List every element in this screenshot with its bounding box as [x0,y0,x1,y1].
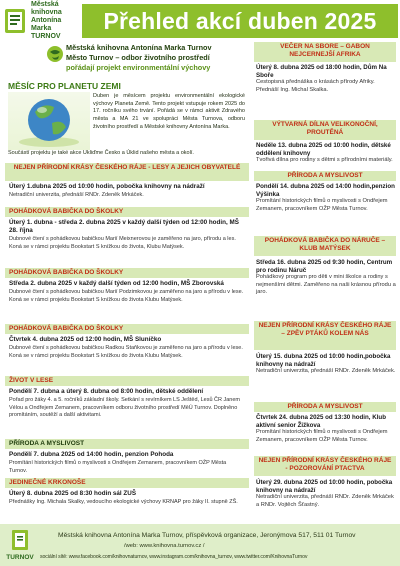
event-date: Úterý 8. dubna 2025 od 8:30 hodin sál ZUŠ [9,490,137,497]
event-description: Promítání historických filmů o myslivosti s Ondřejem Zemanem, pracovníkem OŽP Města Turnov. [256,198,388,212]
event-heading: JEDINEČNÉ KRKONOŠE [5,478,249,488]
page-title-banner [82,4,398,38]
event-date: Pondělí 7. dubna a úterý 8. dubna od 8:00 hodin, dětské oddělení [9,388,204,395]
event-date: Středa 2. dubna 2025 v každý další týden od 12:00 hodin, MŠ Zborovská [9,280,224,287]
footer [0,524,400,566]
event-right-7-text [256,479,396,509]
globe-icon [46,45,64,63]
event-date: Úterý 1. dubna - středa 2. dubna 2025 v každý další týden od 12:00 hodin, MŠ 28. října [9,219,239,234]
event-date: Úterý 15. dubna 2025 od 10:00 hodin,pobočka knihovny na nádraží [256,353,391,368]
event-left-1 [5,163,249,203]
event-description: Netradiční univerzita, přednáší RNDr. Zdeněk Mrkáček a RNDr. Vojtěch Šťastný. [256,494,394,508]
event-date: Neděle 13. dubna 2025 od 10:00 hodin, dětské oddělení knihovny [256,142,391,157]
event-date: Úterý 29. dubna 2025 od 10:00 hodin, pobočka knihovny na nádraží [256,479,393,494]
event-date: Pondělí 7. dubna 2025 od 14:00 hodin, penzion Pohoda [9,451,174,458]
event-description: Tvořivá dílna pro rodiny s dětmi s přírodními materiály. [256,157,393,164]
event-right-7-heading: NEJEN PŘÍRODNÍ KRÁSY ČESKÉHO RÁJE - POZOROVÁNÍ PTACTVA [254,456,396,476]
event-description: Dubnové čtení s pohádkovou babičkou Marií Meixnerovou je zaměřeno na jaro, přírodu a les. Koná se v rámci projektu Bookstart S knížkou do života, Klubu Matýsek. [9,236,236,250]
event-left-2 [5,207,249,259]
event-description: Promítání historických filmů o myslivosti s Ondřejem Zemanem, pracovníkem OŽP Města Turnov. [256,429,388,443]
event-description: Netradiční univerzita, přednáší RNDr. Zdeněk Mrkáček. [9,192,144,198]
footer-address: Městská knihovna Antonína Marka Turnov, příspěvková organizace, Jeronýmova 517, 511 01 Turnov [58,532,356,539]
logo-line: Antonína Marka [31,17,62,32]
event-date: Čtvrtek 4. dubna 2025 od 12:00 hodin, MŠ Sluníčko [9,336,162,343]
event-description: Promítání historických filmů o myslivosti s Ondřejem Zemanem, pracovníkem OŽP Města Turnov. [9,460,227,474]
event-heading: POHÁDKOVÁ BABIČKA DO ŠKOLKY [5,324,249,334]
event-right-1-text [256,64,396,94]
logo-line: knihovna [31,9,62,16]
event-right-5-text [256,353,396,376]
event-heading: ŽIVOT V LESE [5,376,249,386]
event-date: Středa 16. dubna 2025 od 9:30 hodin, Centrum pro rodinu Náruč [256,259,393,274]
intro-note: Součástí projektu je také akce Ukliďme Česko a Úklid našeho města a okolí. [8,150,194,156]
logo-line: TURNOV [31,33,61,40]
organizer-library: Městská knihovna Antonína Marka Turnov [66,43,212,52]
event-heading: NEJEN PŘÍRODNÍ KRÁSY ČESKÉHO RÁJE - LESY A JEJICH OBYVATELÉ [5,163,249,181]
organizer-project: pořádají projekt environmentální výchovy [66,63,211,72]
intro-text: Duben je měsícem projektu environmentální ekologické výchovy Planeta Země. Tento projekt vstupuje rokem 2025 do 17. ročníku svého trvání. Pořádá se v rámci aktivit Zdravého města a MA 21 ve spolupráci Města Turnova, odboru životního prostředí a Městské knihovny Antonína Marka. [93,93,245,130]
event-date: Úterý 1.dubna 2025 od 10:00 hodin, pobočka knihovny na nádraží [9,183,205,190]
event-right-6-heading: PŘÍRODA A MYSLIVOST [254,402,396,412]
event-description: Dubnové čtení s pohádkovou babičkou Radkou Staňkovou je zaměřeno na jaro a přírodu v lese. Koná se v rámci projektu Bookstart S knížkou do života Klubu Matýsek. [9,345,243,359]
book-icon [3,6,29,36]
footer-logo-text: TURNOV [6,554,34,561]
event-description: Netradiční univerzita, přednáší RNDr. Zdeněk Mrkáček. [256,368,396,375]
event-date: Pondělí 14. dubna 2025 od 14:00 hodin,penzion Výšinka [256,183,395,198]
event-description: Pohádkový program pro děti v mini školce a rodiny s nejmenšími dětmi. Zaměřeno na naši krásnou přírodu a jaro. [256,274,396,296]
event-right-3-heading: PŘÍRODA A MYSLIVOST [254,171,396,181]
footer-logo [4,529,36,561]
footer-website-link[interactable]: /web: www.knihovna.turnov.cz / [124,543,205,549]
event-left-7 [5,478,249,518]
earth-image [8,92,90,150]
event-description: Cestopisná přednáška o krásách přírody Afriky. Přednáší Ing. Michal Skalka. [256,79,375,93]
event-left-4 [5,324,249,372]
event-right-2-text [256,142,396,165]
event-heading: POHÁDKOVÁ BABIČKA DO ŠKOLKY [5,268,249,278]
event-heading: POHÁDKOVÁ BABIČKA DO ŠKOLKY [5,207,249,217]
logo-line: Městská [31,1,59,8]
event-right-5-heading: NEJEN PŘÍRODNÍ KRÁSY ČESKÉHO RÁJE – ZPĚV PTÁKŮ KOLEM NÁS [254,321,396,350]
event-right-4-text [256,259,396,297]
event-description: Přednášky Ing. Michala Skalky, vedoucího ekologické výchovy KRNAP pro žáky II. stupně ZŠ. [9,499,238,505]
logo-text [31,1,81,41]
page-title: Přehled akcí duben 2025 [103,7,377,34]
intro-heading: MĚSÍC PRO PLANETU ZEMI [8,81,121,91]
event-right-3-text [256,183,396,213]
event-date: Čtvrtek 24. dubna 2025 od 13:30 hodin, Klub aktivní senior Žižkova [256,414,386,429]
event-date: Úterý 8. dubna 2025 od 18:00 hodin, Dům Na Sboře [256,64,387,79]
event-right-6-text [256,414,396,444]
event-left-3 [5,268,249,320]
event-right-1-heading: VEČER NA SBORE – GABON NEJCERNEJŠÍ AFRIKA [254,42,396,62]
library-logo [3,1,81,40]
event-right-4-heading: POHÁDKOVÁ BABIČKA DO NÁRUČE – KLUB MATÝSEK [254,236,396,256]
event-description: Pořad pro žáky 4. a 5. ročníků základní školy. Setkání s revírníkem LS Ještěd, Lesů ČR Janem Vélou a Ondřejem Zemanem, pracovníkem odboru životního prostředí MěÚ Turnov. Doplněno promítáním, soutěží a další aktivitami. [9,397,241,418]
event-right-2-heading: VÝTVARNÁ DÍLNA VELIKONOČNÍ, PROUTĚNÁ [254,120,396,140]
event-left-6 [5,439,249,475]
event-left-5 [5,376,249,434]
organizers [66,43,256,73]
event-description: Dubnové čtení s pohádkovou babičkou Marií Podzimkovou je zaměřeno na jaro a přírodu v lese. Koná se v rámci projektu Bookstart S knížkou do života Klubu Matýsek. [9,289,244,303]
footer-social-links[interactable]: sociální sítě: www.facebook.com/knihovnaturnov, www.instagram.com/knihovna_turnov, www.twitter.com/KnihovnaTurnov [40,554,308,560]
organizer-city: Město Turnov – odbor životního prostředí [66,53,210,62]
event-heading: PŘÍRODA A MYSLIVOST [5,439,249,449]
